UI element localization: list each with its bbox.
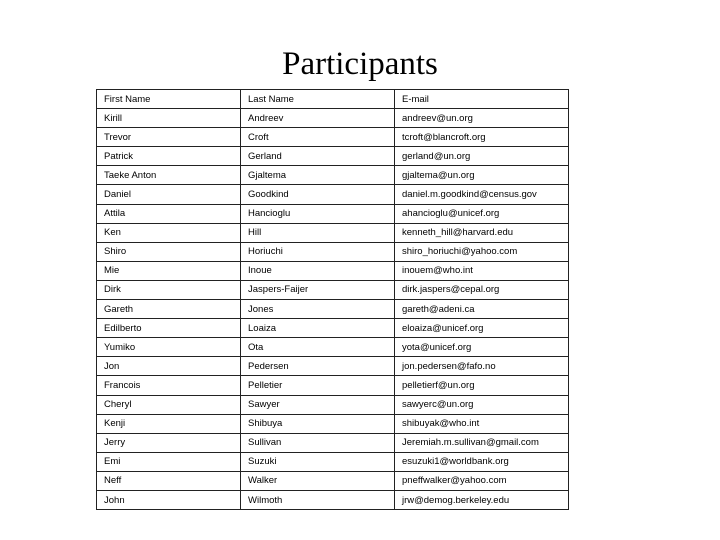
table-row xyxy=(97,471,569,490)
table-row xyxy=(97,319,569,338)
first-name-cell: Attila xyxy=(97,204,241,223)
email-cell: dirk.jaspers@cepal.org xyxy=(395,280,569,299)
table-row xyxy=(97,490,569,509)
email-cell: jrw@demog.berkeley.edu xyxy=(395,490,569,509)
last-name-cell: Croft xyxy=(241,128,395,147)
email-cell: andreev@un.org xyxy=(395,109,569,128)
last-name-cell: Gjaltema xyxy=(241,166,395,185)
first-name-cell: Daniel xyxy=(97,185,241,204)
last-name-cell: Jones xyxy=(241,300,395,319)
last-name-cell: Pedersen xyxy=(241,357,395,376)
table-row xyxy=(97,338,569,357)
email-cell: pneffwalker@yahoo.com xyxy=(395,471,569,490)
table-row xyxy=(97,414,569,433)
first-name-cell: Cheryl xyxy=(97,395,241,414)
table-row xyxy=(97,109,569,128)
table-row xyxy=(97,242,569,261)
last-name-cell: Gerland xyxy=(241,147,395,166)
email-cell: gjaltema@un.org xyxy=(395,166,569,185)
last-name-cell: Hancioglu xyxy=(241,204,395,223)
email-cell: jon.pedersen@fafo.no xyxy=(395,357,569,376)
email-cell: ahancioglu@unicef.org xyxy=(395,204,569,223)
header-first-name: First Name xyxy=(97,90,241,109)
first-name-cell: Ken xyxy=(97,223,241,242)
first-name-cell: Shiro xyxy=(97,242,241,261)
first-name-cell: Neff xyxy=(97,471,241,490)
first-name-cell: Edilberto xyxy=(97,319,241,338)
first-name-cell: Yumiko xyxy=(97,338,241,357)
last-name-cell: Loaiza xyxy=(241,319,395,338)
email-cell: shibuyak@who.int xyxy=(395,414,569,433)
first-name-cell: Mie xyxy=(97,261,241,280)
header-last-name: Last Name xyxy=(241,90,395,109)
last-name-cell: Andreev xyxy=(241,109,395,128)
email-cell: pelletierf@un.org xyxy=(395,376,569,395)
participants-table xyxy=(96,89,569,510)
first-name-cell: Jerry xyxy=(97,433,241,452)
first-name-cell: Dirk xyxy=(97,280,241,299)
table-row xyxy=(97,395,569,414)
email-cell: gareth@adeni.ca xyxy=(395,300,569,319)
last-name-cell: Ota xyxy=(241,338,395,357)
last-name-cell: Pelletier xyxy=(241,376,395,395)
table-row xyxy=(97,280,569,299)
first-name-cell: Jon xyxy=(97,357,241,376)
last-name-cell: Wilmoth xyxy=(241,490,395,509)
table-row xyxy=(97,223,569,242)
last-name-cell: Shibuya xyxy=(241,414,395,433)
email-cell: esuzuki1@worldbank.org xyxy=(395,452,569,471)
first-name-cell: Trevor xyxy=(97,128,241,147)
email-cell: inouem@who.int xyxy=(395,261,569,280)
table-row xyxy=(97,204,569,223)
email-cell: kenneth_hill@harvard.edu xyxy=(395,223,569,242)
last-name-cell: Horiuchi xyxy=(241,242,395,261)
email-cell: tcroft@blancroft.org xyxy=(395,128,569,147)
last-name-cell: Sawyer xyxy=(241,395,395,414)
table-row xyxy=(97,300,569,319)
last-name-cell: Goodkind xyxy=(241,185,395,204)
page-title: Participants xyxy=(282,46,438,82)
first-name-cell: John xyxy=(97,490,241,509)
email-cell: shiro_horiuchi@yahoo.com xyxy=(395,242,569,261)
email-cell: gerland@un.org xyxy=(395,147,569,166)
last-name-cell: Suzuki xyxy=(241,452,395,471)
email-cell: sawyerc@un.org xyxy=(395,395,569,414)
email-cell: Jeremiah.m.sullivan@gmail.com xyxy=(395,433,569,452)
table-row xyxy=(97,166,569,185)
header-email: E-mail xyxy=(395,90,569,109)
last-name-cell: Sullivan xyxy=(241,433,395,452)
first-name-cell: Gareth xyxy=(97,300,241,319)
last-name-cell: Hill xyxy=(241,223,395,242)
table-row xyxy=(97,452,569,471)
last-name-cell: Jaspers-Faijer xyxy=(241,280,395,299)
table-row xyxy=(97,261,569,280)
email-cell: yota@unicef.org xyxy=(395,338,569,357)
email-cell: daniel.m.goodkind@census.gov xyxy=(395,185,569,204)
first-name-cell: Francois xyxy=(97,376,241,395)
table-header-row xyxy=(97,90,569,109)
first-name-cell: Emi xyxy=(97,452,241,471)
table-row xyxy=(97,433,569,452)
table-row xyxy=(97,185,569,204)
table-row xyxy=(97,376,569,395)
first-name-cell: Patrick xyxy=(97,147,241,166)
first-name-cell: Kirill xyxy=(97,109,241,128)
table-row xyxy=(97,147,569,166)
email-cell: eloaiza@unicef.org xyxy=(395,319,569,338)
first-name-cell: Taeke Anton xyxy=(97,166,241,185)
table-row xyxy=(97,128,569,147)
table-row xyxy=(97,357,569,376)
first-name-cell: Kenji xyxy=(97,414,241,433)
last-name-cell: Walker xyxy=(241,471,395,490)
last-name-cell: Inoue xyxy=(241,261,395,280)
